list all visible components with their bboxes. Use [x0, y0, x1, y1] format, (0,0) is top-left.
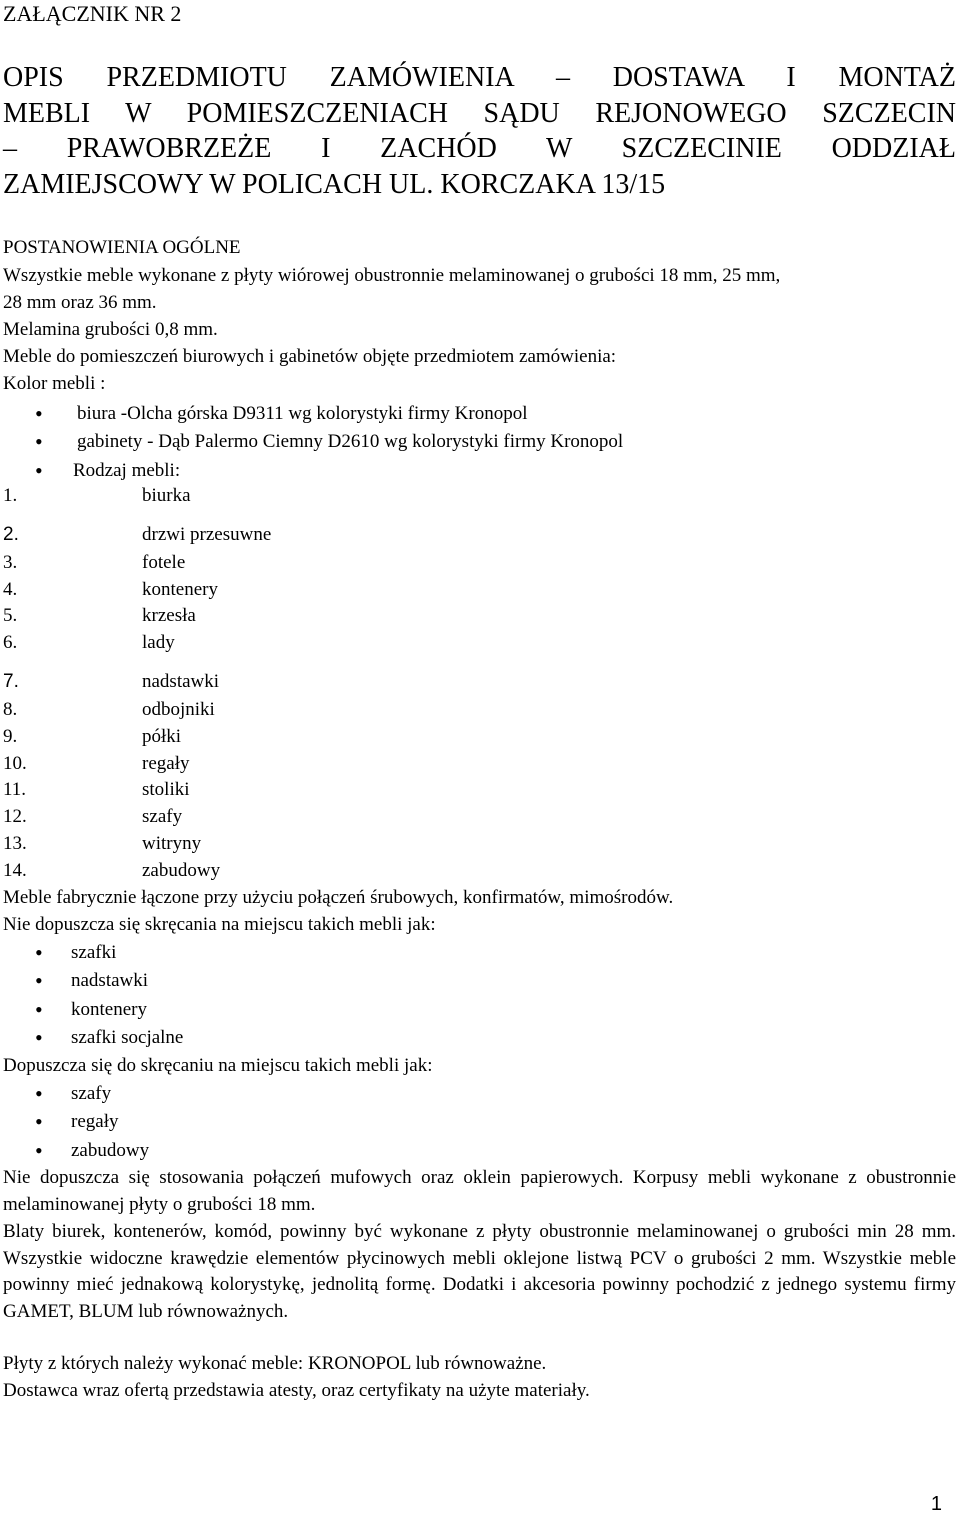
annex-label: ZAŁĄCZNIK NR 2 — [3, 1, 182, 26]
board-thickness-line-1: Wszystkie meble wykonane z płyty wiórowej obustronnie melaminowanej o grubości 18 mm, 25 mm, — [3, 265, 781, 286]
bullet-glyph: • — [35, 968, 43, 993]
paragraph-joints-and-carcasses: Nie dopuszcza się stosowania połączeń mufowych oraz oklein papierowych. Korpusy mebli wykonane z obustronnie melaminowanej płyty o grubości 18 mm. — [3, 1167, 956, 1215]
list-text: stoliki — [142, 779, 190, 800]
page-number: 1 — [930, 1493, 942, 1515]
paragraph-desk-tops-and-edges: Blaty biurek, kontenerów, komód, powinny być wykonane z płyty obustronnie melaminowanej o grubości min 28 mm. Wszystkie widoczne krawędzie elementów płycinowych mebli oklejone listwą PCV o grubości 2 mm. Wszystkie meble powinny mieć jednakową kolorystykę, jednolitą formę. Dodatki i akcesoria powinny pochodzić z jednego systemu firmy GAMET, BLUM lub równoważnych. — [3, 1221, 956, 1322]
melamine-thickness: Melamina grubości 0,8 mm. — [3, 319, 218, 340]
list-text: kontenery — [71, 999, 147, 1020]
title-line-3: – PRAWOBRZEŻE I ZACHÓD W SZCZECINIE ODDZIAŁ — [3, 133, 956, 164]
list-number: 1. — [3, 485, 18, 506]
color-label: Kolor mebli : — [3, 373, 106, 394]
list-text: szafki socjalne — [71, 1027, 184, 1048]
furniture-type-label: Rodzaj mebli: — [73, 460, 181, 481]
list-number: 10. — [3, 753, 27, 774]
list-number: 9. — [3, 726, 18, 747]
bullet-glyph: • — [35, 429, 43, 454]
list-text: lady — [142, 632, 175, 653]
list-number: 13. — [3, 833, 27, 854]
list-number: 3. — [3, 552, 18, 573]
onsite-assembly-label: Dopuszcza się do skręcaniu na miejscu takich mebli jak: — [3, 1055, 433, 1076]
list-number: 7. — [3, 671, 19, 692]
no-onsite-assembly-label: Nie dopuszcza się skręcania na miejscu takich mebli jak: — [3, 914, 436, 935]
bullet-glyph: • — [35, 458, 43, 483]
list-text: drzwi przesuwne — [142, 524, 272, 545]
bullet-glyph: • — [35, 401, 43, 426]
list-number: 11. — [3, 779, 27, 800]
bullet-glyph: • — [35, 940, 43, 965]
section-heading-general: POSTANOWIENIA OGÓLNE — [3, 237, 241, 258]
title-line-1: OPIS PRZEDMIOTU ZAMÓWIENIA – DOSTAWA I MONTAŻ — [3, 62, 956, 93]
list-text: witryny — [142, 833, 202, 854]
bullet-glyph: • — [35, 997, 43, 1022]
bullet-glyph: • — [35, 1025, 43, 1050]
list-number: 6. — [3, 632, 18, 653]
list-text: półki — [142, 726, 182, 747]
list-text: fotele — [142, 552, 186, 573]
list-text: odbojniki — [142, 699, 215, 720]
bullet-glyph: • — [35, 1109, 43, 1134]
list-text: zabudowy — [142, 860, 221, 881]
title-line-4: ZAMIEJSCOWY W POLICACH UL. KORCZAKA 13/15 — [3, 168, 666, 200]
board-thickness-line-2: 28 mm oraz 36 mm. — [3, 292, 157, 313]
list-text: krzesła — [142, 605, 196, 626]
list-text: zabudowy — [71, 1140, 150, 1161]
list-text: szafki — [71, 942, 117, 963]
list-text: nadstawki — [142, 671, 220, 692]
list-text: nadstawki — [71, 970, 149, 991]
scope-statement: Meble do pomieszczeń biurowych i gabinetów objęte przedmiotem zamówienia: — [3, 346, 617, 367]
list-text: regały — [71, 1111, 119, 1132]
list-number: 2. — [3, 524, 19, 545]
list-text: biurka — [142, 485, 191, 506]
document-title — [3, 60, 956, 202]
list-number: 8. — [3, 699, 18, 720]
color-item-text: gabinety - Dąb Palermo Ciemny D2610 wg kolorystyki firmy Kronopol — [77, 431, 624, 452]
title-line-2: MEBLI W POMIESZCZENIACH SĄDU REJONOWEGO SZCZECIN — [3, 97, 956, 129]
list-text: szafy — [142, 806, 183, 827]
factory-assembly-note: Meble fabrycznie łączone przy użyciu połączeń śrubowych, konfirmatów, mimośrodów. — [3, 887, 674, 908]
bullet-glyph: • — [35, 1081, 43, 1106]
list-text: kontenery — [142, 579, 218, 600]
list-number: 12. — [3, 806, 27, 827]
list-number: 5. — [3, 605, 18, 626]
list-number: 14. — [3, 860, 27, 881]
paragraph-certificates: Dostawca wraz ofertą przedstawia atesty, oraz certyfikaty na użyte materiały. — [3, 1380, 590, 1401]
list-number: 4. — [3, 579, 18, 600]
list-text: regały — [142, 753, 190, 774]
bullet-glyph: • — [35, 1138, 43, 1163]
color-item-text: biura -Olcha górska D9311 wg kolorystyki firmy Kronopol — [77, 403, 528, 424]
paragraph-board-manufacturer: Płyty z których należy wykonać meble: KRONOPOL lub równoważne. — [3, 1353, 547, 1374]
list-text: szafy — [71, 1083, 112, 1104]
